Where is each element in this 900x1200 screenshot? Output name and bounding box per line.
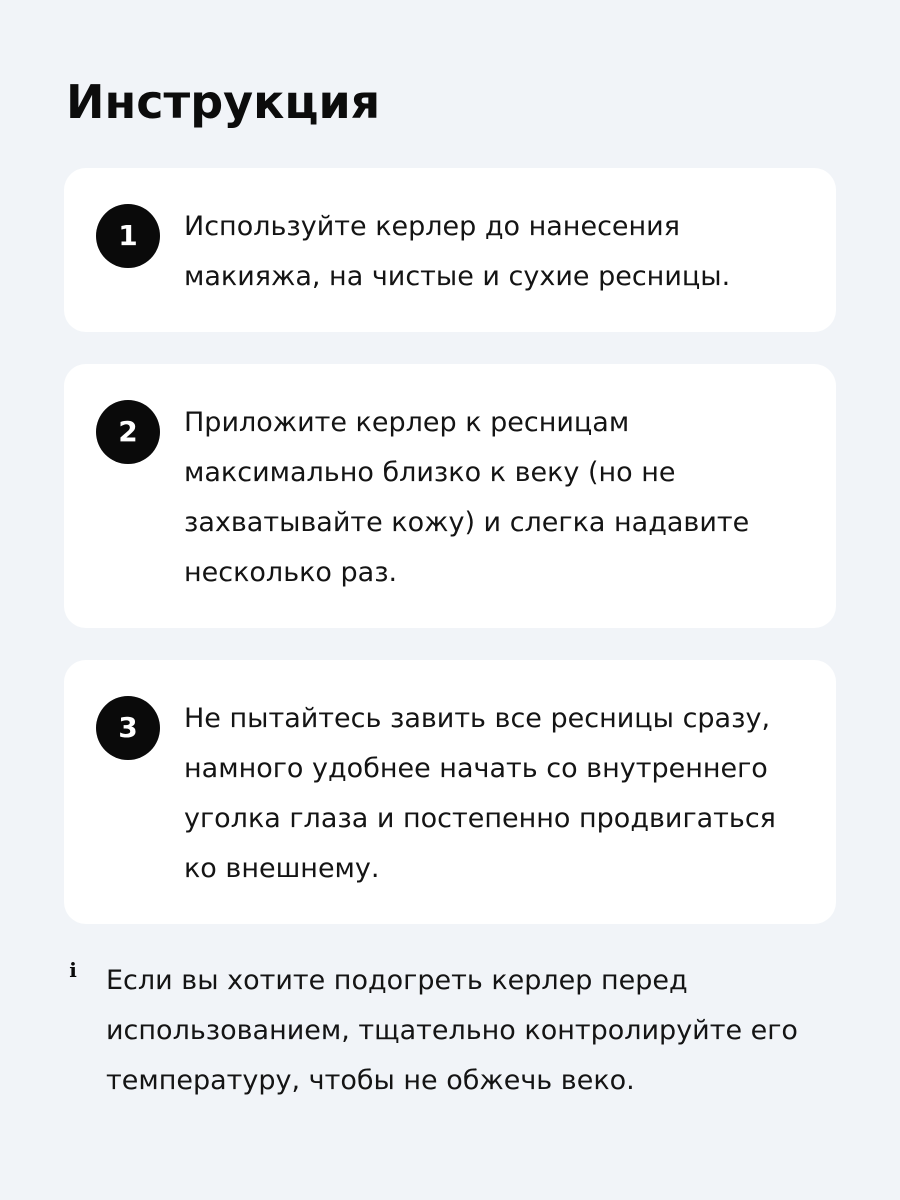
info-icon: i xyxy=(69,958,77,982)
page-title: Инструкция xyxy=(66,75,381,129)
step-card-1 xyxy=(64,168,836,332)
step-number-badge: 1 xyxy=(96,204,160,268)
step-number-badge: 2 xyxy=(96,400,160,464)
step-text: Не пытайтесь завить все ресницы сразу, намного удобнее начать со внутреннего уголка глаза и постепенно продвигаться ко внешнему. xyxy=(184,703,776,884)
step-card-3 xyxy=(64,660,836,924)
step-card-2 xyxy=(64,364,836,628)
step-text: Приложите керлер к ресницам максимально близко к веку (но не захватывайте кожу) и слегка надавите несколько раз. xyxy=(184,407,750,588)
tip-text: Если вы хотите подогреть керлер перед использованием, тщательно контролируйте его температуру, чтобы не обжечь веко. xyxy=(106,965,798,1096)
step-number-badge: 3 xyxy=(96,696,160,760)
step-text: Используйте керлер до нанесения макияжа, на чистые и сухие ресницы. xyxy=(184,211,731,292)
